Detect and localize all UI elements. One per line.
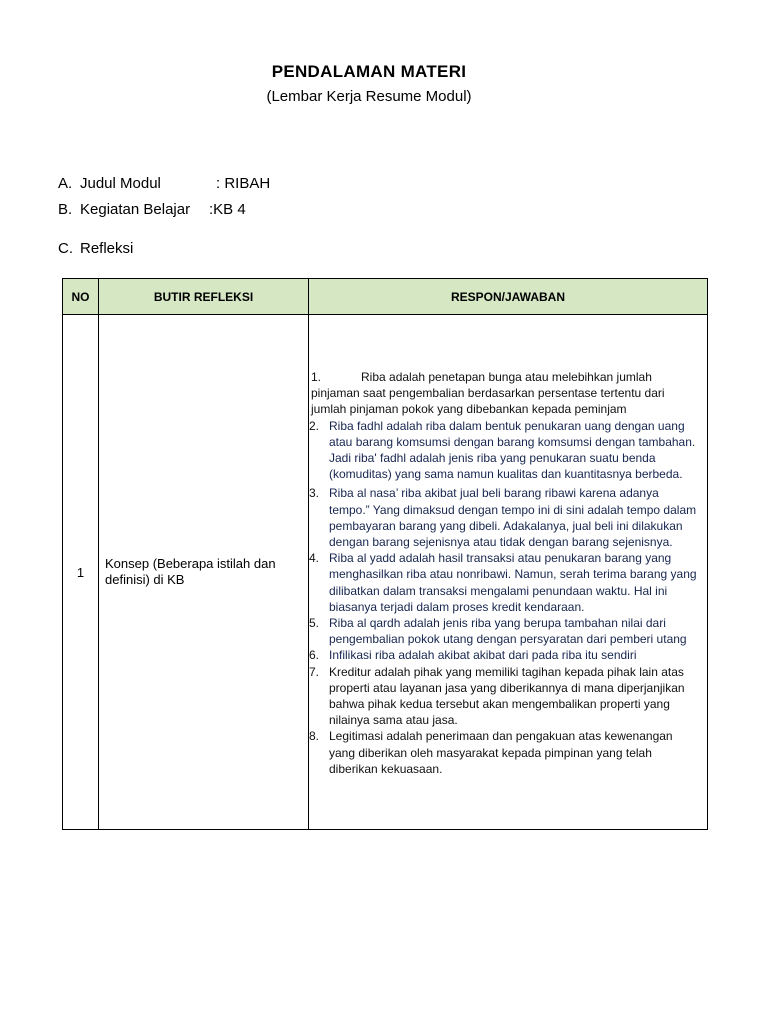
info-value: : RIBAH — [216, 175, 271, 192]
item-number: 4. — [309, 551, 320, 566]
item-text: Riba al qardh adalah jenis riba yang berupa tambahan nilai dari pengembalian pokok utang dengan persyaratan dari pemberi utang — [329, 616, 687, 647]
info-refleksi — [58, 240, 133, 257]
item-text: Riba adalah penetapan bunga atau melebihkan jumlah pinjaman saat pengembalian berdasarkan persentase tertentu dari jumlah pinjaman pokok yang dibebankan kepada peminjam — [311, 369, 665, 417]
item-text: Riba al yadd adalah hasil transaksi atau penukaran barang yang menghasilkan riba atau nonribawi. Namun, serah terima barang yang dilibatkan dalam transaksi mengalami penundaan waktu. Hal ini biasanya terjadi dalam proses kredit kendaraan. — [329, 551, 697, 614]
item-text: Kreditur adalah pihak yang memiliki tagihan kepada pihak lain atas properti atau layanan jasa yang diberikannya di mana diperjanjikan bahwa pihak kedua tersebut akan mengembalikan properti yang nilainya sama atau jasa. — [329, 664, 685, 728]
info-letter: B. — [58, 201, 73, 218]
list-item — [309, 728, 707, 777]
item-number: 7. — [309, 664, 320, 679]
list-item — [309, 485, 707, 550]
row-number: 1 — [63, 315, 99, 830]
page-title: PENDALAMAN MATERI — [271, 62, 467, 81]
list-item — [309, 550, 707, 615]
respon-list — [309, 369, 707, 777]
info-label: Judul Modul — [80, 175, 161, 192]
info-letter: C. — [58, 240, 73, 257]
list-item — [309, 615, 707, 647]
item-number: 6. — [309, 648, 320, 663]
header-respon-jawaban: RESPON/JAWABAN — [309, 279, 708, 315]
list-item — [309, 369, 707, 418]
item-text: Riba al nasa’ riba akibat jual beli barang ribawi karena adanya tempo.” Yang dimaksud dengan tempo ini di sini adalah tempo dalam pembayaran barang yang dibeli. Adakalanya, jual beli ini dilakukan dengan barang sejenisnya atau tidak dengan barang sejenisnya. — [329, 486, 697, 549]
item-text: Infilikasi riba adalah akibat akibat dari pada riba itu sendiri — [329, 648, 637, 663]
header-no: NO — [63, 279, 99, 315]
info-value: :KB 4 — [209, 201, 246, 218]
list-item — [309, 647, 707, 663]
item-number: 1. — [311, 369, 322, 384]
page-subtitle: (Lembar Kerja Resume Modul) — [266, 88, 472, 105]
header-butir-refleksi: BUTIR REFLEKSI — [99, 279, 309, 315]
reflection-table — [62, 278, 708, 830]
item-text: Riba fadhl adalah riba dalam bentuk penukaran uang dengan uang atau barang komsumsi dengan barang komsumsi dengan tambahan. Jadi riba' fadhl adalah jenis riba yang penukaran suatu benda (komuditas) yang sama namun kualitas dan kuantitasnya berbeda. — [329, 418, 696, 482]
item-number: 2. — [309, 418, 320, 433]
info-letter: A. — [58, 175, 73, 192]
info-label: Refleksi — [80, 240, 134, 257]
item-text: Legitimasi adalah penerimaan dan pengakuan atas kewenangan yang diberikan oleh masyarakat kepada pimpinan yang telah diberikan kekuasaan. — [329, 729, 673, 776]
table-header-row — [63, 279, 708, 315]
info-kegiatan-belajar — [58, 201, 246, 218]
item-number: 3. — [309, 486, 320, 501]
respon-cell — [309, 315, 708, 830]
table-row — [63, 315, 708, 830]
list-item — [309, 418, 707, 483]
info-label: Kegiatan Belajar — [80, 201, 191, 218]
list-item — [309, 664, 707, 729]
item-number: 8. — [309, 729, 320, 744]
info-judul-modul — [58, 175, 270, 192]
butir-refleksi-cell: Konsep (Beberapa istilah dan definisi) di KB — [99, 315, 309, 830]
item-number: 5. — [309, 616, 320, 630]
